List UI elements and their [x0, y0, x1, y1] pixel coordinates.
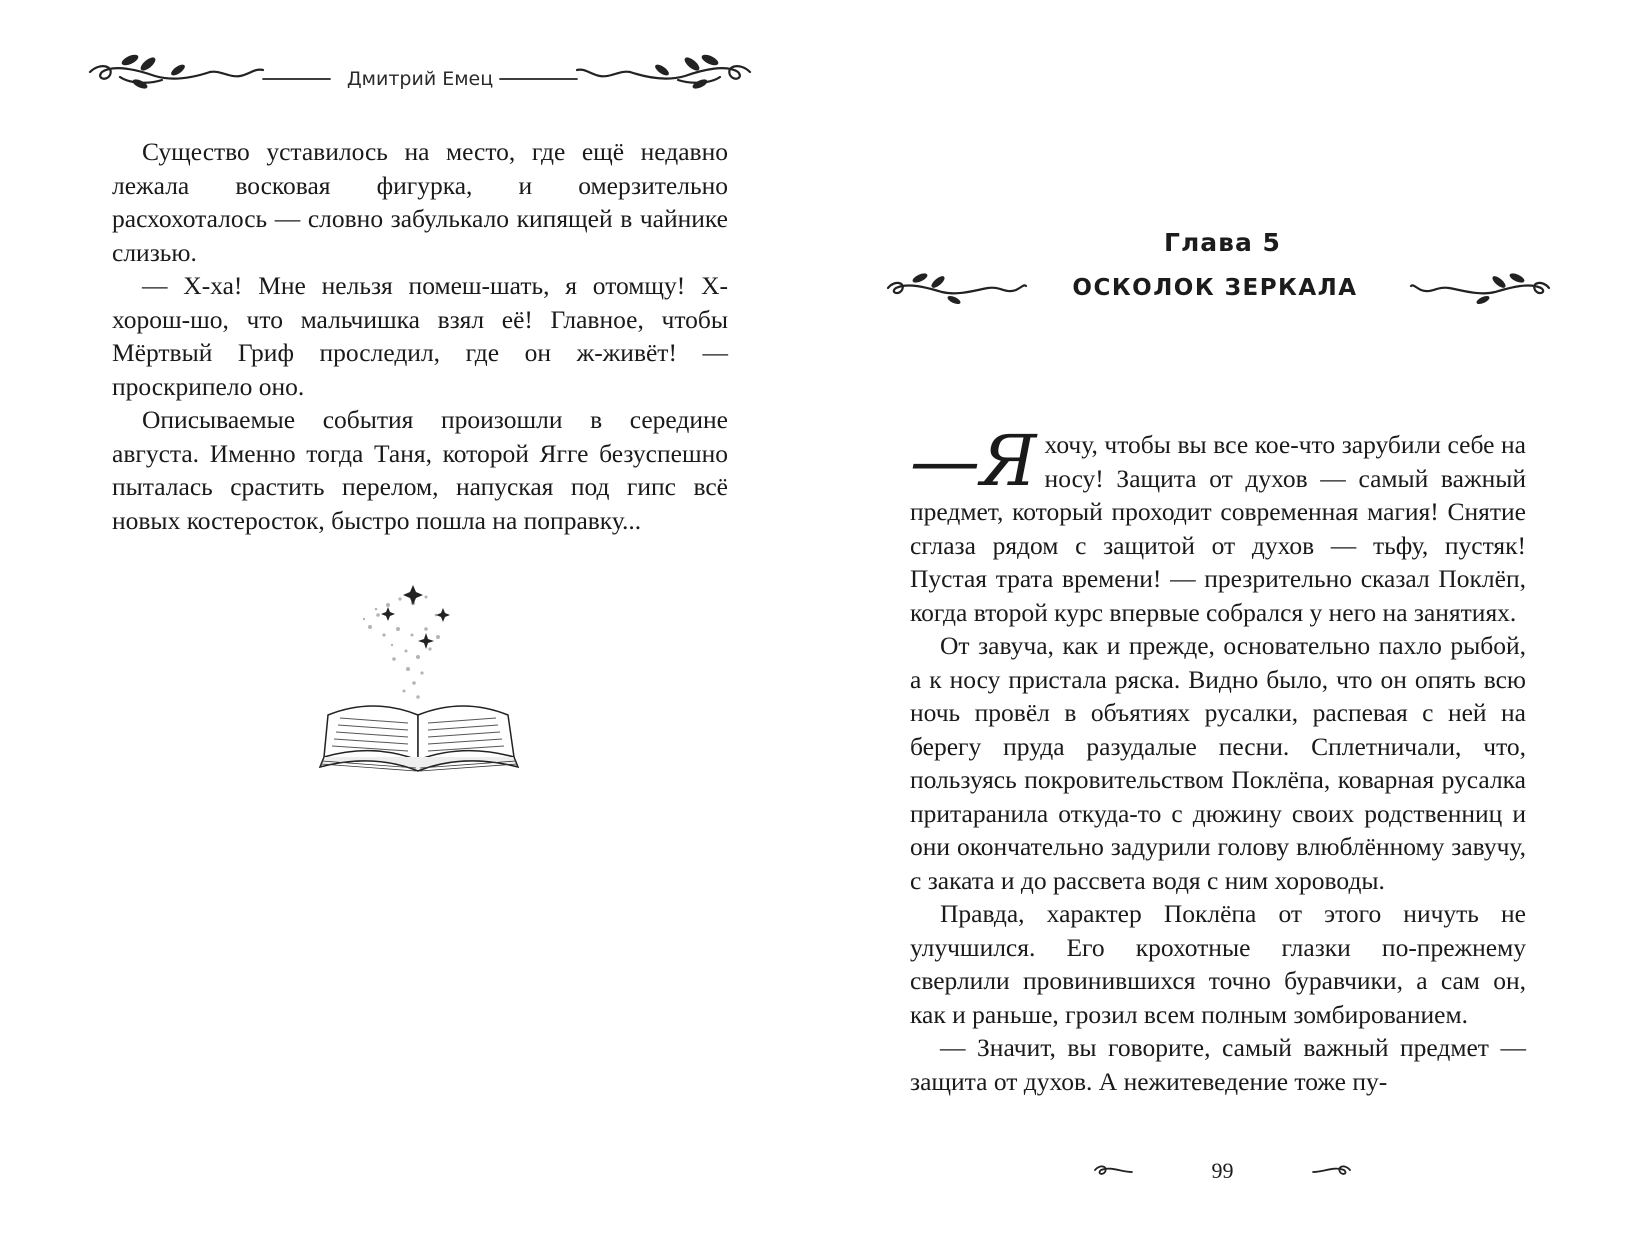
- page-number: 99: [1211, 1158, 1234, 1183]
- chapter-ornament-left-icon: [880, 268, 1030, 308]
- paragraph: Правда, характер Поклёпа от этого ничуть не улучшился. Его крохотные глазки по-прежнему сверлили провинившихся точно буравчики, а сам он, как и раньше, грозил всем полным зомбированием.: [910, 899, 1526, 1029]
- running-header-author: Дмитрий Емец: [346, 68, 494, 90]
- running-header: [80, 40, 760, 100]
- dropcap: [910, 420, 1037, 502]
- paragraph: — Х-ха! Мне нельзя помеш-шать, я отомщу! Х-хорош-шо, что мальчишка взял её! Главное, чтобы Мёртвый Гриф проследил, где он ж-живёт! — проскрипело оно.: [112, 271, 728, 401]
- opening-paragraph: [910, 420, 1526, 629]
- right-body-text: [910, 420, 1526, 1098]
- paragraph: От завуча, как и прежде, основательно пахло рыбой, а к носу пристала ряска. Видно было, что он опять всю ночь провёл в объятиях русалки, распевая с ней на берегу пруда разудалые песни. Сплетничали, что, пользуясь покровительством Поклёпа, коварная русалка притаранила откуда-то с дюжину своих родственниц и они окончательно задурили голову влюблённому завучу, с заката и до рассвета водя с ним хороводы.: [910, 631, 1526, 895]
- right-page: [815, 0, 1630, 1252]
- opening-paragraph-text: хочу, чтобы вы все кое-что зарубили себе на носу! Защита от духов — самый важный предмет, который проходит современная магия! Снятие сглаза рядом с защитой от духов — тьфу, пустяк! Пустая трата времени! — презрительно сказал Поклёп, когда второй курс впервые собрался у него на занятиях.: [910, 430, 1526, 627]
- chapter-ornament-right-icon: [1407, 268, 1557, 308]
- left-body-text: [112, 135, 728, 537]
- paragraph: Существо уставилось на место, где ещё недавно лежала восковая фигурка, и омерзительно расхохоталось — словно забулькало кипящей в чайнике слизью.: [112, 137, 728, 267]
- magic-book-icon: [318, 585, 538, 775]
- paragraph: — Значит, вы говорите, самый важный предмет — защита от духов. А нежитеведение тоже пу-: [910, 1033, 1526, 1096]
- chapter-label: Глава 5: [1164, 228, 1281, 257]
- opening-dash: —: [910, 420, 980, 502]
- paragraph: Описываемые события произошли в середине августа. Именно тогда Таня, которой Ягге безуспешно пыталась срастить перелом, напуская под гипс всё новых костеросток, быстро пошла на поправку...: [112, 405, 728, 535]
- page-footer: [815, 1155, 1630, 1195]
- open-book-illustration: [318, 585, 538, 779]
- chapter-title: ОСКОЛОК ЗЕРКАЛА: [1072, 275, 1358, 301]
- dropcap-letter: Я: [980, 420, 1037, 502]
